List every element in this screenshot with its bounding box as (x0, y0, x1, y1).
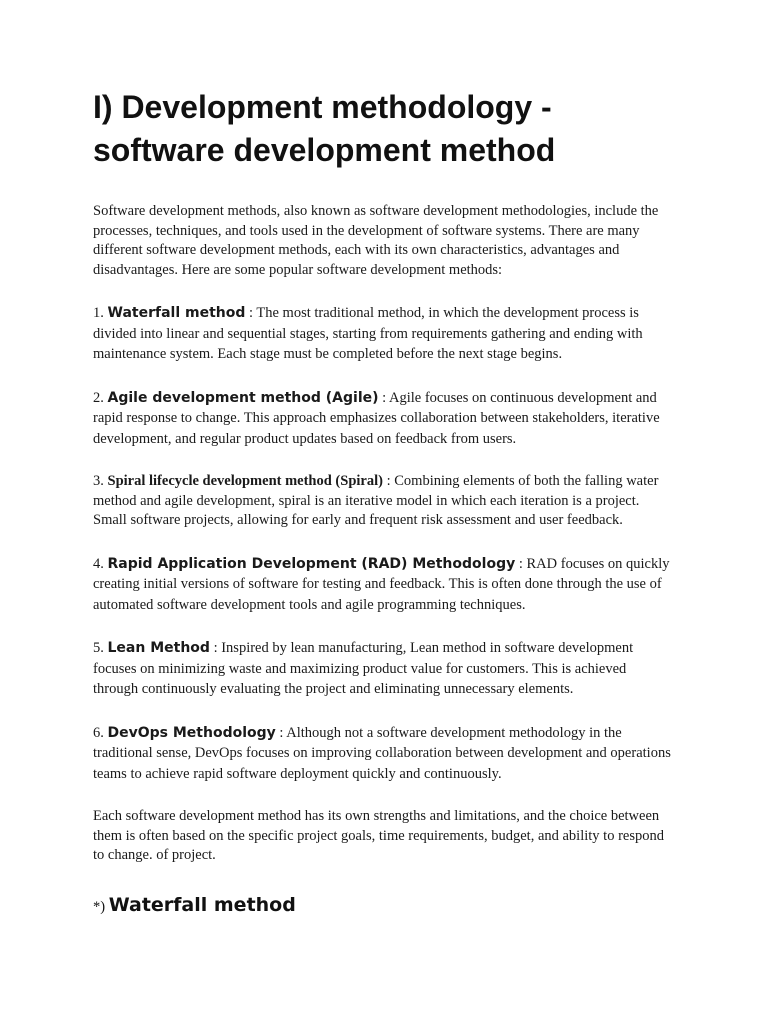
method-name: Spiral lifecycle development method (Spiral) (107, 473, 383, 489)
method-name: DevOps Methodology (107, 724, 276, 741)
method-name: Lean Method (107, 640, 210, 656)
method-description: : Inspired by lean manufacturing, Lean method in software development focuses on minimizing waste and maximizing product value for customers. This is achieved through continuously evaluating the project and eliminating unnecessary elements. (93, 640, 634, 697)
method-number: 1. (93, 305, 104, 321)
method-item-waterfall (93, 303, 673, 365)
page-title: I) Development methodology - software development method (93, 89, 556, 168)
method-description: : The most traditional method, in which the development process is divided into linear and sequential stages, starting from requirements gathering and ending with maintenance system. Each stage must be completed before the next stage begins. (93, 305, 643, 362)
section-heading-waterfall (93, 894, 673, 916)
method-item-rad (93, 554, 673, 616)
document-page (93, 86, 673, 916)
method-description: : Agile focuses on continuous development and rapid response to change. This approach emphasizes collaboration between stakeholders, iterative development, and regular product updates based on feedback from users. (93, 389, 660, 447)
method-name: Agile development method (Agile) (107, 389, 379, 406)
method-item-spiral (93, 472, 673, 531)
method-description: : Combining elements of both the falling water method and agile development, spiral is an iterative model in which each iteration is a project. Small software projects, allowing for early and frequent risk assessment and user feedback. (93, 473, 659, 528)
method-name: Waterfall method (107, 305, 246, 321)
method-item-agile (93, 388, 673, 450)
method-item-devops (93, 723, 673, 785)
method-number: 6. (93, 724, 104, 741)
method-number: 3. (93, 473, 104, 489)
method-number: 2. (93, 389, 104, 406)
conclusion-paragraph: Each software development method has its own strengths and limitations, and the choice between them is often based on the specific project goals, time requirements, budget, and ability to respond to change. of project. (93, 808, 664, 863)
method-name: Rapid Application Development (RAD) Methodology (107, 555, 516, 572)
method-item-lean (93, 638, 673, 700)
method-number: 4. (93, 555, 104, 572)
method-description: : RAD focuses on quickly creating initial versions of software for testing and feedback. This is often done through the use of automated software development tools and agile programming techniques. (93, 555, 670, 613)
method-description: : Although not a software development methodology in the traditional sense, DevOps focuses on improving collaboration between development and operations teams to achieve rapid software deployment quickly and continuously. (93, 724, 671, 782)
heading-text: Waterfall method (108, 893, 296, 916)
heading-prefix: *) (93, 898, 106, 915)
intro-paragraph: Software development methods, also known as software development methodologies, include the processes, techniques, and tools used in the development of software systems. There are many different software development methods, each with its own characteristics, advantages and disadvantages. Here are some popular software development methods: (93, 203, 659, 278)
method-number: 5. (93, 640, 104, 656)
